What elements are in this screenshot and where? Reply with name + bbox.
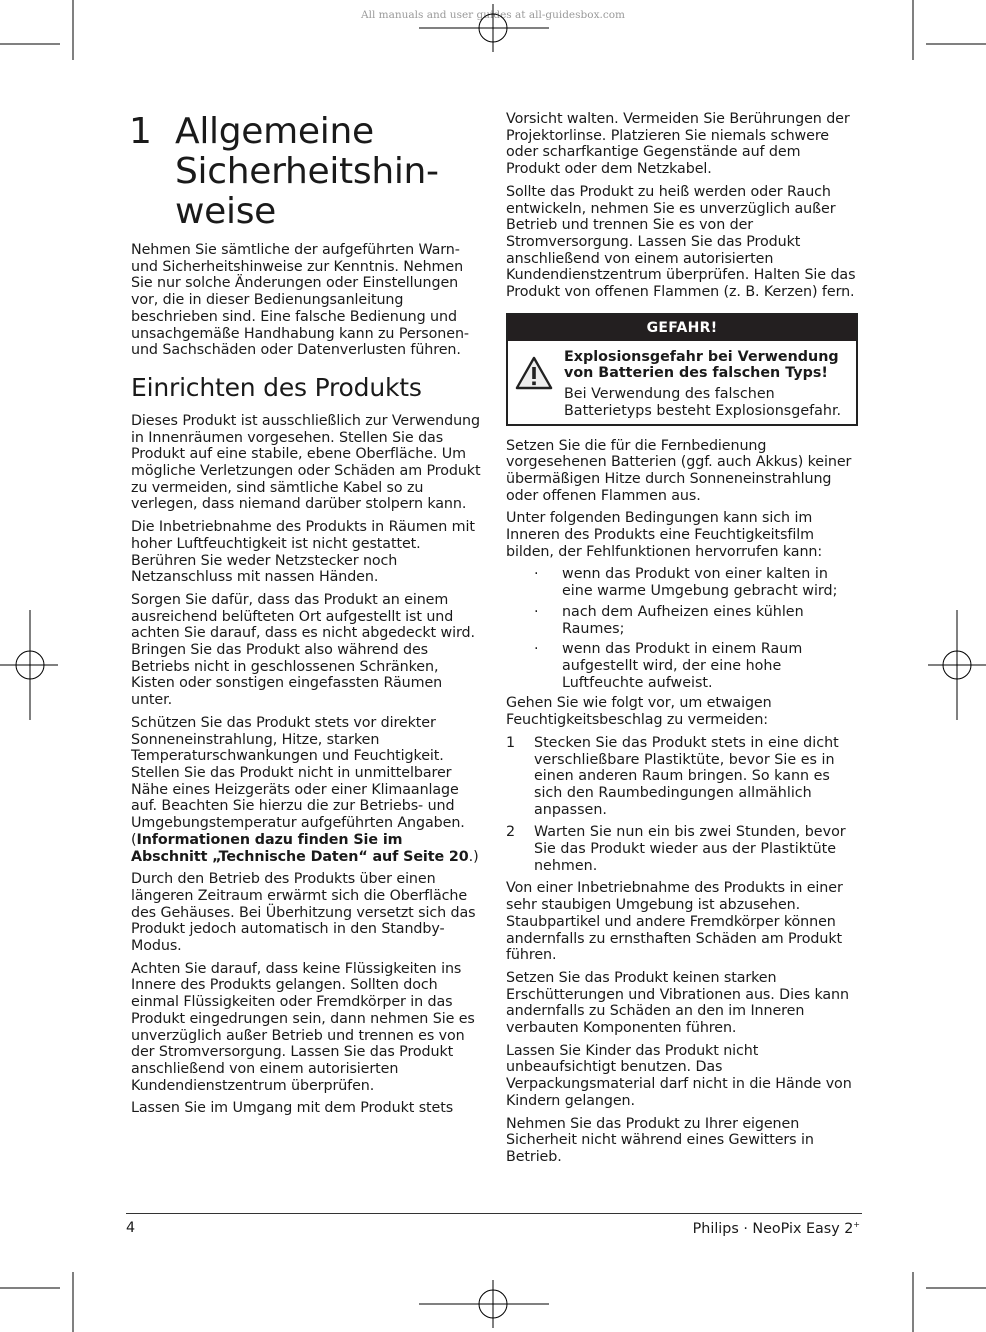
danger-header: GEFAHR!: [508, 315, 856, 341]
list-item-text: wenn das Produkt von einer kalten in eine warme Umgebung gebracht wird;: [562, 566, 838, 600]
step-item: [506, 735, 858, 819]
danger-box: [506, 313, 858, 426]
steps-list: [506, 735, 858, 875]
paragraph: Unter folgenden Bedingungen kann sich im Inneren des Produkts eine Feuchtigkeitsfilm bilden, der Fehlfunktionen hervorrufen kann:: [506, 510, 823, 560]
paragraph: Nehmen Sie das Produkt zu Ihrer eigenen Sicherheit nicht während eines Gewitters in Betrieb.: [506, 1115, 814, 1165]
list-item-text: nach dem Aufheizen eines kühlen Raumes;: [562, 603, 804, 637]
paragraph: Von einer Inbetriebnahme des Produkts in einer sehr staubigen Umgebung ist abzusehen. Staubpartikel und andere Fremdkörper können andernfalls zu ernsthaften Schäden am Produkt führen.: [506, 880, 843, 964]
paragraph: Durch den Betrieb des Produkts über einen längeren Zeitraum erwärmt sich die Oberfläche des Gehäuses. Bei Überhitzung versetzt sich das Produkt jedoch automatisch in den Standby-Modus.: [131, 871, 476, 955]
right-column: [506, 111, 858, 1172]
section-title: Einrichten des Produkts: [131, 372, 422, 402]
watermark: All manuals and user guides at all-guidesbox.com: [361, 9, 625, 21]
paragraph: Lassen Sie im Umgang mit dem Produkt stets: [131, 1100, 454, 1117]
danger-body: [508, 341, 856, 424]
list-item-text: wenn das Produkt in einem Raum aufgestellt wird, der eine hohe Luftfeuchte aufweist.: [562, 641, 803, 691]
footer-brand: [693, 1220, 860, 1237]
chapter-number: 1: [129, 111, 152, 152]
bullet-icon: ·: [534, 566, 539, 583]
paragraph: Lassen Sie Kinder das Produkt nicht unbeaufsichtigt benutzen. Das Verpackungsmaterial darf nicht in die Hände von Kindern gelangen.: [506, 1042, 852, 1109]
footer-brand-superscript: +: [853, 1220, 860, 1229]
chapter-heading: [131, 112, 483, 232]
paragraph: Dieses Produkt ist ausschließlich zur Verwendung in Innenräumen vorgesehen. Stellen Sie das Produkt auf eine stabile, ebene Oberfläche. Um mögliche Verletzungen oder Schäden am Produkt zu vermeiden, sind sämtliche Kabel so zu verlegen, dass niemand darüber stolpern kann.: [131, 412, 481, 513]
paragraph: Die Inbetriebnahme des Produkts in Räumen mit hoher Luftfeuchtigkeit ist nicht gestattet. Berühren Sie weder Netzstecker noch Netzanschluss mit nassen Händen.: [131, 519, 475, 586]
step-text: Stecken Sie das Produkt stets in eine dicht verschließbare Plastiktüte, bevor Sie es in einen anderen Raum bringen. So kann es sich den Raumbedingungen allmählich anpassen.: [534, 734, 839, 818]
step-text: Warten Sie nun ein bis zwei Stunden, bevor Sie das Produkt wieder aus der Plastiktüte nehmen.: [534, 824, 846, 874]
paragraph: Sollte das Produkt zu heiß werden oder Rauch entwickeln, nehmen Sie es unverzüglich außer Betrieb und trennen Sie es von der Stromversorgung. Lassen Sie das Produkt anschließend von einem autorisierten Kundendienstzentrum überprüfen. Halten Sie das Produkt von offenen Flammen (z. B. Kerzen) fern.: [506, 183, 856, 301]
conditions-list: [506, 566, 858, 691]
paragraph-text: Schützen Sie das Produkt stets vor direkter Sonneneinstrahlung, Hitze, starken Temperaturschwankungen und Feuchtigkeit. Stellen Sie das Produkt nicht in unmittelbarer Nähe eines Heizgeräts oder einer Klimaanlage auf. Beachten Sie hierzu die zur Betriebs- und Umgebungstemperatur aufgeführten Angaben. (: [131, 714, 465, 848]
chapter-title: Allgemeine Sicherheitshin-weise: [175, 111, 439, 232]
list-item: [506, 604, 858, 637]
paragraph: Achten Sie darauf, dass keine Flüssigkeiten ins Innere des Produkts gelangen. Sollten doch einmal Flüssigkeiten oder Fremdkörper in das Produkt eingedrungen sein, dann nehmen Sie es unverzüglich außer Betrieb und trennen es von der Stromversorgung. Lassen Sie das Produkt anschließend von einem autorisierten Kundendienstzentrum überprüfen.: [131, 960, 475, 1094]
steps-intro: Gehen Sie wie folgt vor, um etwaigen Feuchtigkeitsbeschlag zu vermeiden:: [506, 695, 772, 729]
cross-reference-link[interactable]: Informationen dazu finden Sie im Abschnitt „Technische Daten“ auf Seite 20: [131, 831, 469, 865]
left-column: [131, 112, 483, 1123]
footer-divider: [126, 1213, 862, 1214]
list-item: [506, 566, 858, 599]
step-number: 2: [506, 824, 516, 841]
danger-title: Explosionsgefahr bei Verwendung von Batterien des falschen Typs!: [564, 348, 839, 382]
paragraph: Setzen Sie das Produkt keinen starken Erschütterungen und Vibrationen aus. Dies kann andernfalls zu Schäden an den im Inneren verbauten Komponenten führen.: [506, 969, 849, 1037]
step-number: 1: [506, 734, 516, 751]
paragraph: Setzen Sie die für die Fernbedienung vorgesehenen Batterien (ggf. auch Akkus) keiner übermäßigen Hitze durch Sonneneinstrahlung oder offenen Flammen aus.: [506, 437, 852, 504]
paragraph-tail: .): [468, 848, 479, 865]
danger-description: Bei Verwendung des falschen Batterietyps besteht Explosionsgefahr.: [564, 386, 842, 419]
paragraph: Sorgen Sie dafür, dass das Produkt an einem ausreichend belüfteten Ort aufgestellt ist und achten Sie darauf, dass es nicht abgedeckt wird. Bringen Sie das Produkt also während des Betriebs nicht in geschlossenen Schränken, Kisten oder sonstigen eingefassten Räumen unter.: [131, 591, 475, 709]
page-number: 4: [126, 1220, 136, 1236]
step-item: [506, 824, 858, 874]
warning-triangle-icon: [514, 349, 564, 420]
danger-text: [564, 349, 852, 420]
footer-brand-text: Philips · NeoPix Easy 2: [692, 1220, 854, 1237]
list-item: [506, 641, 858, 691]
paragraph: Vorsicht walten. Vermeiden Sie Berührungen der Projektorlinse. Platzieren Sie niemals schwere oder scharfkantige Gegenstände auf dem Produkt oder dem Netzkabel.: [506, 111, 850, 178]
bullet-icon: ·: [534, 603, 539, 620]
bullet-icon: ·: [534, 641, 539, 658]
temperature-paragraph: [131, 715, 483, 865]
intro-paragraph: Nehmen Sie sämtliche der aufgeführten Warn- und Sicherheitshinweise zur Kenntnis. Nehmen Sie nur solche Änderungen oder Einstellungen vor, die in dieser Bedienungsanleitung beschrieben sind. Eine falsche Bedienung und unsachgemäße Handhabung kann zu Personen- und Sachschäden oder Datenverlusten führen.: [131, 242, 469, 359]
